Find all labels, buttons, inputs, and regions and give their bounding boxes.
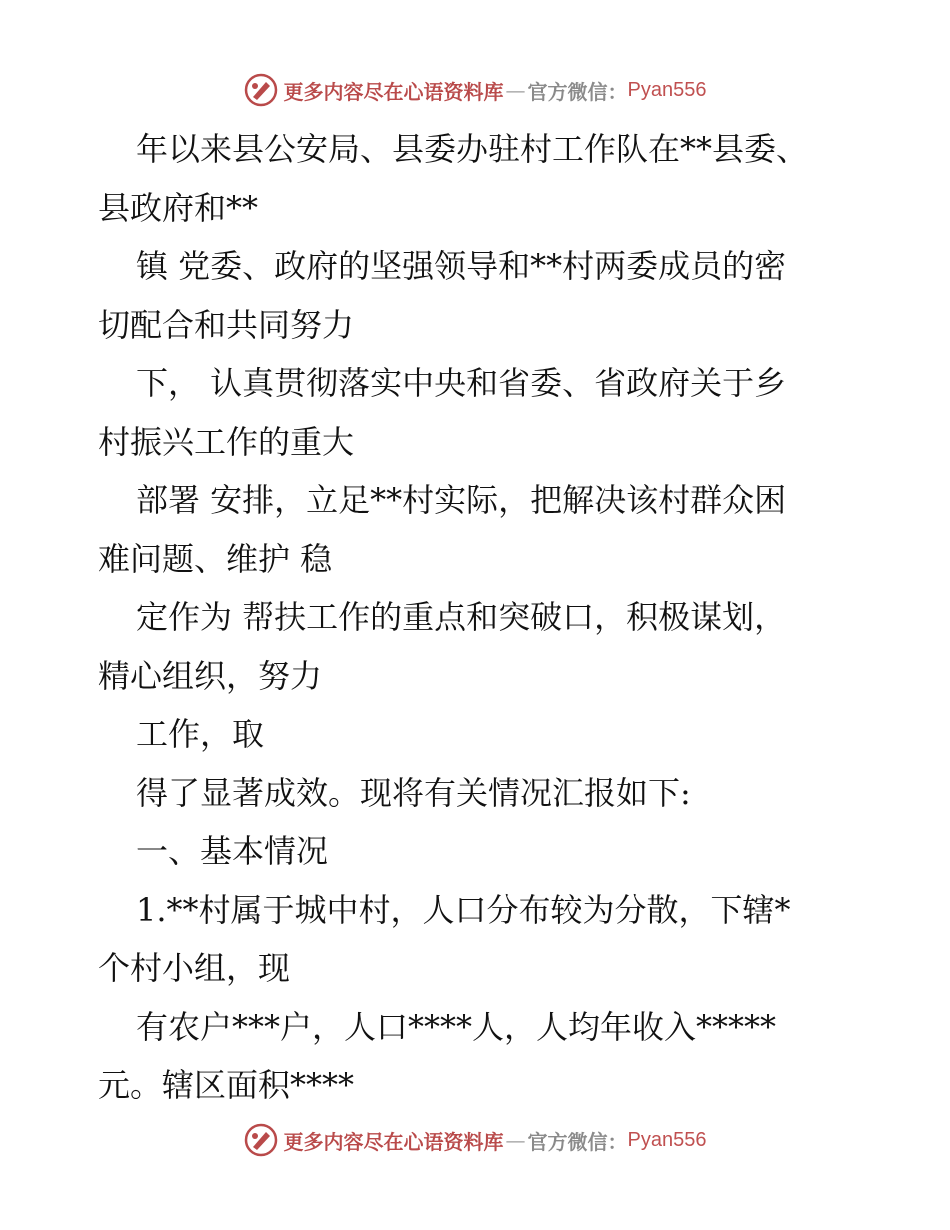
section-heading: 一、基本情况 — [136, 832, 329, 870]
banner-wechat-label: 官方微信： — [527, 1129, 628, 1154]
banner-separator: — — [505, 1128, 526, 1152]
text-line: 个村小组，现 — [98, 949, 291, 987]
header-banner — [0, 70, 950, 110]
text-line: 定作为 帮扶工作的重点和突破口，积极谋划， — [136, 598, 787, 636]
text-line: 年以来县公安局、县委办驻村工作队在**县委、 — [136, 130, 809, 168]
text-line: 难问题、维护 稳 — [98, 539, 333, 578]
banner-wechat-id: Pyan556 — [627, 1128, 707, 1151]
text-line: 村振兴工作的重大 — [98, 422, 355, 461]
banner-brand: 更多内容尽在心语资料库 — [283, 1129, 504, 1154]
text-line: 工作，取 — [136, 715, 265, 753]
seal-logo-icon — [244, 1123, 278, 1157]
footer-banner — [0, 1120, 950, 1160]
text-line: 镇 党委、政府的坚强领导和**村两委成员的密 — [136, 247, 787, 285]
seal-logo-icon — [244, 73, 278, 107]
text-line: 切配合和共同努力 — [98, 305, 355, 344]
text-line: 下， 认真贯彻落实中央和省委、省政府关于乡 — [136, 364, 787, 402]
text-line: 有农户***户，人口****人，人均年收入***** — [136, 1007, 777, 1046]
banner-separator: — — [505, 78, 526, 102]
text-line: 得了显著成效。现将有关情况汇报如下: — [136, 773, 691, 812]
banner-brand: 更多内容尽在心语资料库 — [283, 79, 504, 104]
text-line: 1.**村属于城中村，人口分布较为分散，下辖* — [136, 890, 791, 929]
text-line: 元。辖区面积**** — [98, 1066, 355, 1104]
document-body — [98, 120, 838, 1115]
banner-wechat-label: 官方微信： — [527, 79, 628, 104]
text-line: 部署 安排，立足**村实际，把解决该村群众困 — [136, 481, 787, 519]
text-line: 县政府和** — [98, 188, 259, 227]
text-line: 精心组织，努力 — [98, 656, 323, 695]
banner-wechat-id: Pyan556 — [627, 78, 707, 101]
